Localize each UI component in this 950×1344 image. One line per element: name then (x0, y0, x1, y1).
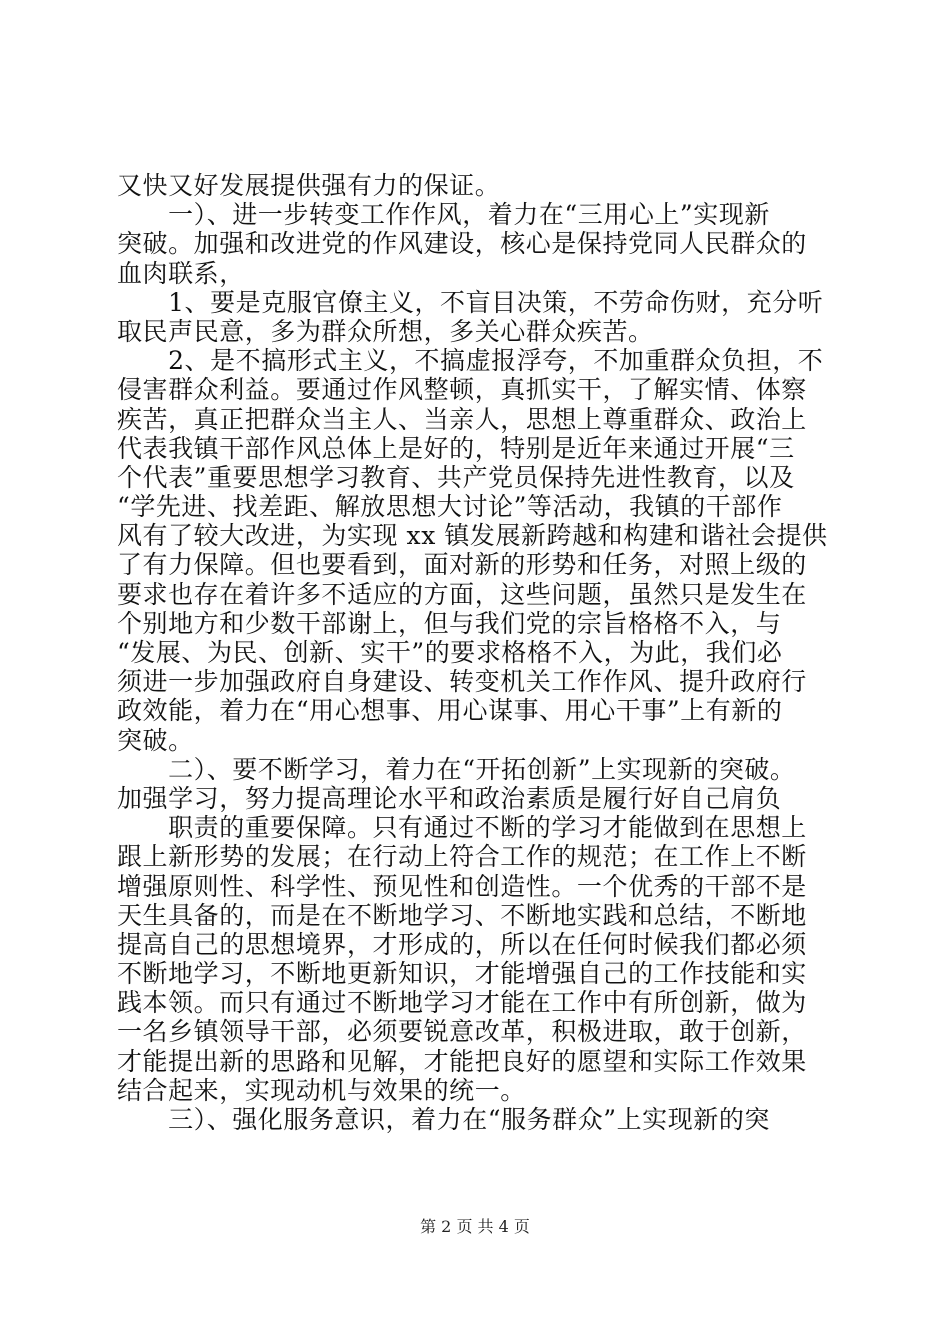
body-text (117, 171, 837, 1134)
text-line: 个别地方和少数干部谢上，但与我们党的宗旨格格不入，与 (117, 608, 782, 638)
text-line: “学先进、找差距、解放思想大讨论”等活动，我镇的干部作 (117, 492, 783, 522)
page-footer: 第 2 页 共 4 页 (420, 1217, 530, 1236)
text-line: 又快又好发展提供强有力的保证。 (117, 171, 501, 200)
text-line: 侵害群众利益。要通过作风整顿，真抓实干，了解实情、体察 (117, 375, 807, 405)
text-line: 二）、要不断学习，着力在“开拓创新”上实现新的突破。 (117, 754, 796, 784)
text-line: 突破。 (117, 725, 194, 755)
text-line: 结合起来，实现动机与效果的统一。 (117, 1075, 526, 1105)
text-line: 政效能，着力在“用心想事、用心谋事、用心干事”上有新的 (117, 696, 783, 726)
text-line: 个代表”重要思想学习教育、共产党员保持先进性教育，以及 (117, 462, 795, 492)
text-line: 2、是不搞形式主义，不搞虚报浮夸，不加重群众负担，不 (117, 346, 824, 376)
text-line: 了有力保障。但也要看到，面对新的形势和任务，对照上级的 (117, 550, 807, 580)
text-line: 疾苦，真正把群众当主人、当亲人，思想上尊重群众、政治上 (117, 404, 807, 434)
text-line: 1、要是克服官僚主义，不盲目决策，不劳命伤财，充分听 (117, 287, 824, 317)
text-line: 一）、进一步转变工作作风，着力在“三用心上”实现新 (117, 200, 770, 230)
text-line: 突破。加强和改进党的作风建设，核心是保持党同人民群众的 (117, 229, 807, 259)
text-line: 天生具备的，而是在不断地学习、不断地实践和总结，不断地 (117, 900, 807, 930)
text-line: 加强学习，努力提高理论水平和政治素质是履行好自己肩负 (117, 783, 782, 813)
text-line: 一名乡镇领导干部，必须要锐意改革，积极进取，敢于创新， (117, 1017, 807, 1047)
text-line: 须进一步加强政府自身建设、转变机关工作作风、提升政府行 (117, 667, 807, 697)
text-line: 风有了较大改进，为实现 xx 镇发展新跨越和构建和谐社会提供 (117, 521, 828, 551)
text-line: 三）、强化服务意识，着力在“服务群众”上实现新的突 (117, 1105, 770, 1134)
text-line: 要求也存在着许多不适应的方面，这些问题，虽然只是发生在 (117, 579, 807, 609)
text-line: 才能提出新的思路和见解，才能把良好的愿望和实际工作效果 (117, 1046, 807, 1076)
text-line: 取民声民意，多为群众所想，多关心群众疾苦。 (117, 316, 654, 346)
text-line: 血肉联系， (117, 258, 245, 288)
text-line: 提高自己的思想境界，才形成的，所以在任何时候我们都必须 (117, 929, 807, 959)
text-line: 不断地学习，不断地更新知识，才能增强自己的工作技能和实 (117, 959, 807, 989)
text-line: “发展、为民、创新、实干”的要求格格不入，为此，我们必 (117, 638, 783, 667)
text-line: 代表我镇干部作风总体上是好的，特别是近年来通过开展“三 (117, 433, 795, 463)
text-line: 跟上新形势的发展；在行动上符合工作的规范；在工作上不断 (117, 842, 807, 872)
text-line: 增强原则性、科学性、预见性和创造性。一个优秀的干部不是 (117, 871, 807, 901)
text-line: 职责的重要保障。只有通过不断的学习才能做到在思想上 (117, 813, 807, 843)
text-line: 践本领。而只有通过不断地学习才能在工作中有所创新，做为 (117, 988, 807, 1018)
